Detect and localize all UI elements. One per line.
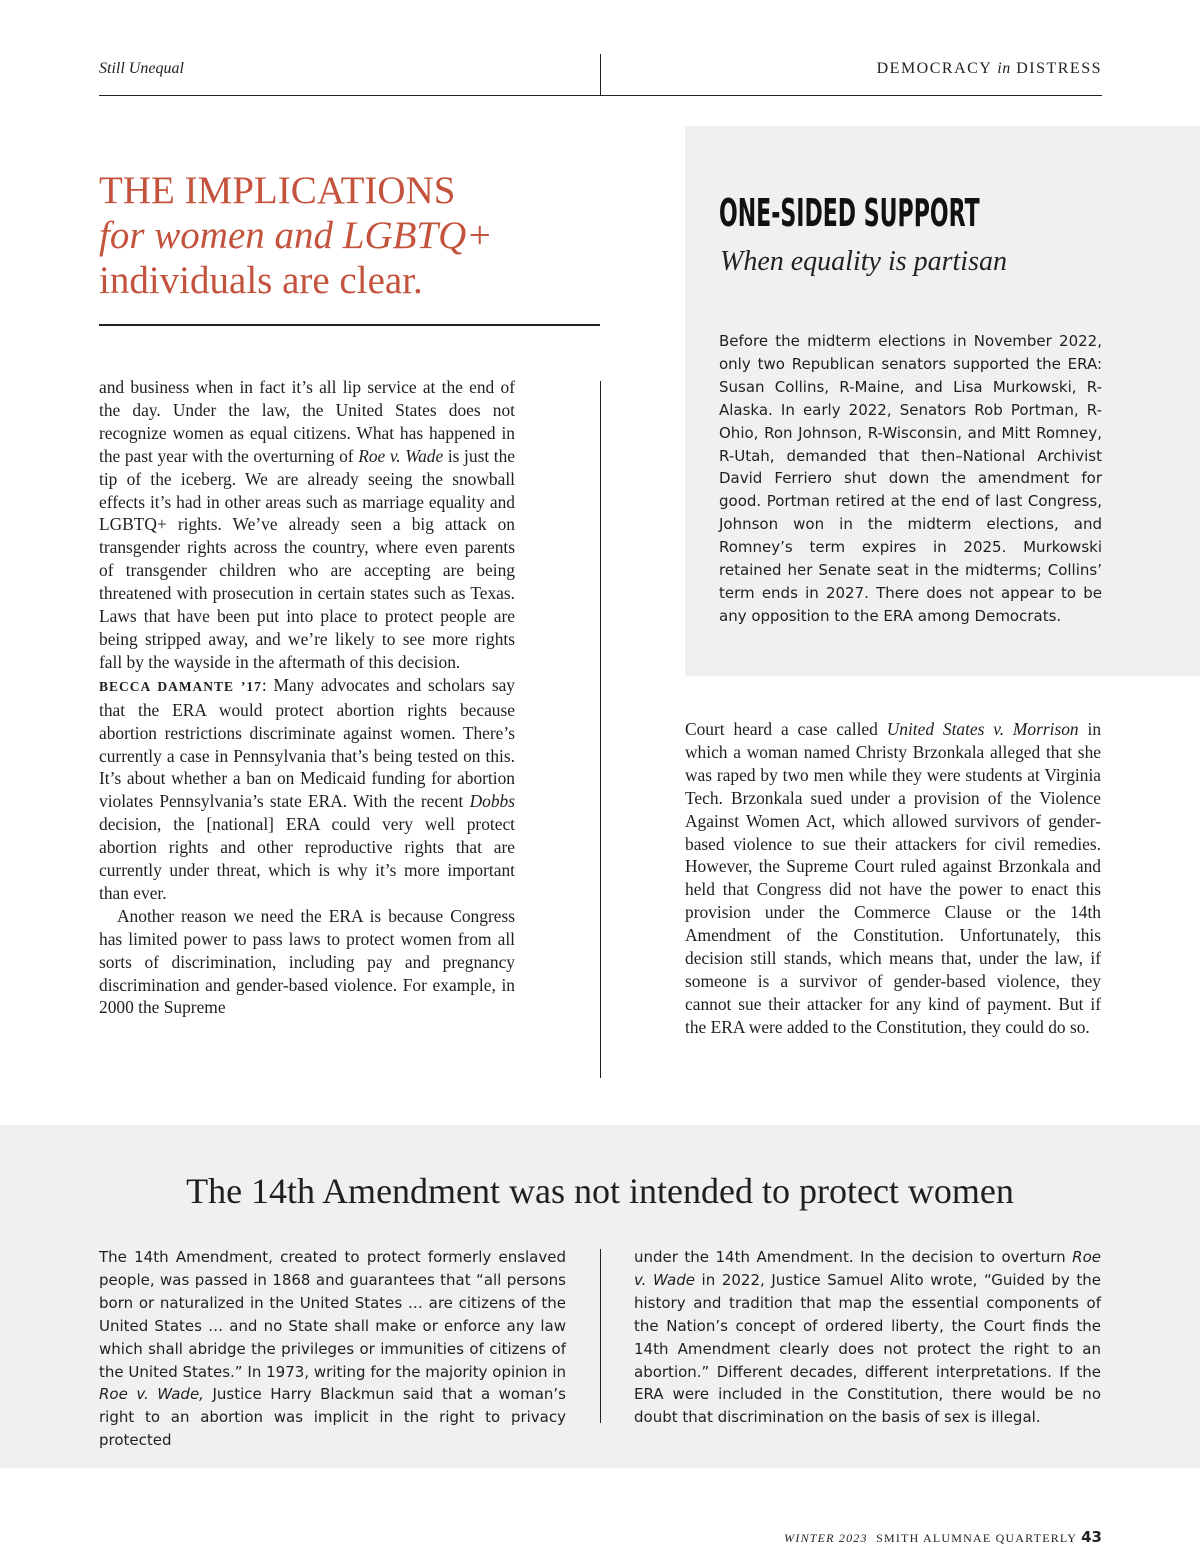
case-name: United States v. Morrison [886, 719, 1079, 739]
sidebar-title: ONE-SIDED SUPPORT [719, 191, 980, 235]
case-name: Roe v. Wade [634, 1248, 1101, 1289]
footer-issue: WINTER 2023 [784, 1531, 868, 1545]
sidebar-subtitle: When equality is partisan [720, 246, 1007, 277]
series-word-3: DISTRESS [1016, 60, 1102, 77]
running-section-title: Still Unequal [99, 60, 184, 77]
article-paragraph: Another reason we need the ERA is because Congress has limited power to pass laws to protect women from all sorts of discrimination, including pay and pregnancy discrimination and gender-based violence. For example, in 2000 the Supreme [99, 905, 515, 1018]
case-name: Roe v. Wade, [99, 1385, 204, 1404]
pull-quote-line-3: individuals are clear. [99, 259, 423, 302]
text-run: Court heard a case called [685, 719, 887, 739]
text-run: and business when in fact it’s all lip service at the end of the day. Under the law, the United States does not recognize women as equal citizens. What has happened in the past year with the overturning of [99, 377, 515, 466]
text-run: Justice Harry Blackmun said that a woman’s right to an abortion was implicit in the right to privacy protected [99, 1385, 566, 1450]
feature-band-column-right [634, 1246, 1101, 1429]
pull-quote [99, 168, 599, 303]
feature-band-divider [600, 1249, 601, 1423]
article-paragraph [99, 376, 515, 674]
article-column-left [99, 376, 515, 1019]
page-footer [784, 1528, 1102, 1546]
running-series-title [877, 60, 1102, 78]
case-name: Roe v. Wade [358, 445, 444, 466]
page-number: 43 [1081, 1528, 1102, 1546]
speaker-name: BECCA DAMANTE ’17 [99, 678, 262, 694]
text-run: The 14th Amendment, created to protect formerly enslaved people, was passed in 1868 and guarantees that “all persons born or naturalized in the United States … are citizens of the United States … and no State shall make or enforce any law which shall abridge the privileges or immunities of citizens of the United States.” In 1973, writing for the majority opinion in [99, 1248, 566, 1381]
column-divider [600, 381, 601, 1078]
text-run: in 2022, Justice Samuel Alito wrote, “Guided by the history and tradition that map the essential components of the Nation’s concept of ordered liberty, the Court finds the 14th Amendment clearly does not protect the right to an abortion.” Different decades, different interpretations. If the ERA were included in the Constitution, there would be no doubt that discrimination on the basis of sex is illegal. [634, 1270, 1101, 1427]
text-run: : Many advocates and scholars say that the ERA would protect abortion rights because abortion restrictions discriminate against women. There’s currently a case in Pennsylvania that’s being tested on this. It’s about whether a ban on Medicaid funding for abortion violates Pennsylvania’s state ERA. With the recent [99, 674, 515, 812]
feature-band-title: The 14th Amendment was not intended to protect women [186, 1171, 1014, 1211]
feature-band-column-left [99, 1246, 566, 1452]
pull-quote-line-2: for women and LGBTQ+ [99, 214, 493, 257]
sidebar-body: Before the midterm elections in November 2022, only two Republican senators supported the ERA: Susan Collins, R-Maine, and Lisa Murkowski, R-Alaska. In early 2022, Senators Rob Portman, R-Ohio, Ron Johnson, R-Wisconsin, and Mitt Romney, R-Utah, demanded that then–National Archivist David Ferriero shut down the amendment for good. Portman retired at the end of last Congress, Johnson won in the midterm elections, and Romney’s term expires in 2025. Murkowski retained her Senate seat in the midterms; Collins’ term ends in 2027. There does not appear to be any opposition to the ERA among Democrats. [719, 332, 1102, 625]
text-run: is just the tip of the iceberg. We are already seeing the snowball effects it’s had in other areas such as marriage equality and LGBTQ+ rights. We’ve already seen a big attack on transgender rights across the country, where even parents of transgender children who are accepting are being threatened with prosecution in certain states such as Texas. Laws that have been put into place to protect people are being stripped away, and we’re likely to see more rights fall by the wayside in the aftermath of this decision. [99, 445, 516, 672]
pull-quote-line-1: THE IMPLICATIONS [99, 169, 456, 212]
footer-publication: SMITH ALUMNAE QUARTERLY [876, 1531, 1078, 1545]
article-column-right [685, 718, 1101, 1039]
header-rule [99, 95, 1102, 96]
series-word-1: DEMOCRACY [876, 60, 992, 77]
article-paragraph [99, 674, 515, 905]
text-run: decision, the [national] ERA could very well protect abortion rights and other reproductive rights that are currently under threat, which is why it’s more important than ever. [99, 814, 515, 903]
header-divider [600, 54, 601, 96]
case-name: Dobbs [469, 791, 515, 812]
pull-quote-rule [99, 324, 600, 326]
text-run: in which a woman named Christy Brzonkala alleged that she was raped by two men while they were students at Virginia Tech. Brzonkala sued under a provision of the Violence Against Women Act, which allowed survivors of gender-based violence to sue their attackers for civil remedies. However, the Supreme Court ruled against Brzonkala and held that Congress did not have the power to enact this provision under the Commerce Clause or the 14th Amendment of the Constitution. Unfortunately, this decision still stands, which means that, under the law, if someone is a survivor of gender-based violence, they cannot sue their attacker for any kind of payment. But if the ERA were added to the Constitution, they could do so. [685, 719, 1102, 1037]
series-word-2: in [997, 60, 1011, 77]
article-paragraph [685, 718, 1101, 1039]
text-run: under the 14th Amendment. In the decision to overturn [634, 1248, 1073, 1266]
